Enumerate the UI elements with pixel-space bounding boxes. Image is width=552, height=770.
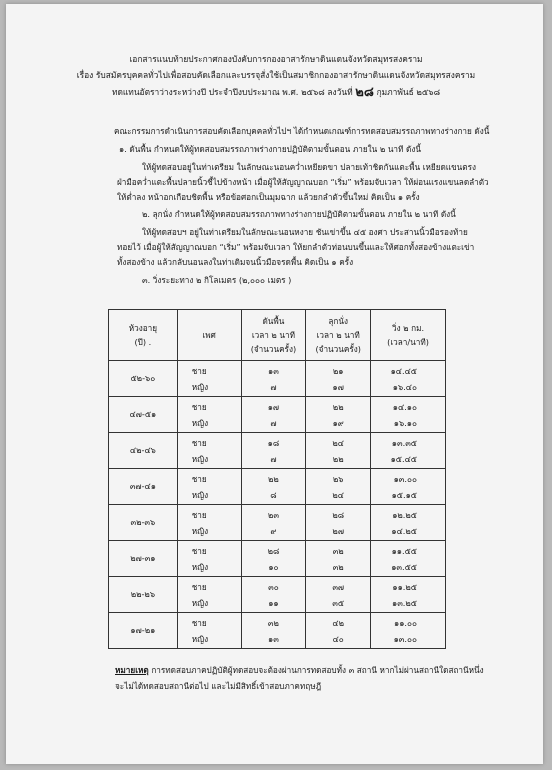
item2-line2: ทอยไว้ เมื่อผู้ให้สัญญาณบอก “เริ่ม” พร้อมจับเวลา ให้ยกลำตัวท่อนบนขึ้นและให้ศอกทั้งสองข้างแตะเข่า <box>117 242 475 252</box>
situp-male: ๓๒ <box>332 545 344 556</box>
footnote <box>115 662 484 694</box>
sex-cell <box>177 397 241 433</box>
run-female: ๑๓.๐๐ <box>393 633 417 644</box>
item1-title: ๑. ดันพื้น กำหนดให้ผู้ทดสอบสมรรถภาพร่างกายปฏิบัติตามขั้นตอน ภายใน ๒ นาที ดังนี้ <box>119 144 421 154</box>
sex-male: ชาย <box>191 509 207 520</box>
doc-header-line3 <box>0 85 552 100</box>
situp-female: ๑๗ <box>332 381 344 392</box>
run-female: ๑๕.๑๕ <box>391 489 417 500</box>
header-sex-line: เพศ <box>202 330 216 340</box>
pushup-cell <box>241 577 306 613</box>
sex-male: ชาย <box>191 473 207 484</box>
run-cell <box>371 469 446 505</box>
situp-male: ๓๗ <box>332 581 345 592</box>
pushup-female: ๗ <box>270 417 277 428</box>
table-row <box>109 577 446 613</box>
header-run-line: วิ่ง ๒ กม. <box>391 323 425 333</box>
sex-cell <box>177 433 241 469</box>
run-cell <box>371 577 446 613</box>
run-cell <box>371 505 446 541</box>
pushup-cell <box>241 469 306 505</box>
doc-header-line1: เอกสารแนบท้ายประกาศกองบังคับการกองอาสารักษาดินแดนจังหวัดสมุทรสงคราม <box>129 54 423 64</box>
sex-cell <box>177 613 241 649</box>
pushup-female: ๑๓ <box>268 633 279 644</box>
situp-female: ๑๙ <box>332 417 344 428</box>
header-situp-line: (จำนวนครั้ง) <box>315 344 361 354</box>
situp-female: ๓๕ <box>332 597 345 608</box>
header-age-line: (ปี) . <box>134 337 152 347</box>
sex-female: หญิง <box>191 381 209 392</box>
intro-text: คณะกรรมการดำเนินการสอบคัดเลือกบุคคลทั่วไปฯ ได้กำหนดเกณฑ์การทดสอบสมรรถภาพทางร่างกาย ดังนี้ <box>114 126 490 136</box>
sex-female: หญิง <box>191 561 209 572</box>
item1-line1: ให้ผู้ทดสอบอยู่ในท่าเตรียม ในลักษณะนอนคว่ำเหยียดขา ปลายเท้าชิดกันแตะพื้น เหยียดแขนตรง <box>142 162 476 172</box>
header-situp-line: ลุกนั่ง <box>328 316 348 326</box>
pushup-female: ๗ <box>270 381 277 392</box>
header-pushup <box>241 310 306 361</box>
situp-cell <box>306 433 371 469</box>
pushup-cell <box>241 505 306 541</box>
situp-male: ๒๑ <box>332 365 344 376</box>
header-age-line: ห้วงอายุ <box>128 323 158 333</box>
pushup-cell <box>241 397 306 433</box>
run-cell <box>371 397 446 433</box>
pushup-male: ๑๗ <box>267 401 280 412</box>
header-date-day: ๒๘ <box>355 85 374 100</box>
item1-line3: ให้ต่ำลง หน้าอกเกือบชิดพื้น หรือข้อศอกเป็นมุมฉาก แล้วยกลำตัวขึ้นใหม่ คิดเป็น ๑ ครั้ง <box>117 192 420 202</box>
doc-header-line2: เรื่อง รับสมัครบุคคลทั่วไปเพื่อสอบคัดเลือกและบรรจุสั่งใช้เป็นสมาชิกกองอาสารักษาดินแดนจังหวัดสมุทรสงคราม <box>76 70 476 80</box>
pushup-cell <box>241 361 306 397</box>
sex-female: หญิง <box>191 489 209 500</box>
situp-male: ๒๖ <box>332 473 344 484</box>
situp-cell <box>306 505 371 541</box>
situp-cell <box>306 361 371 397</box>
sex-female: หญิง <box>191 525 209 536</box>
table-row <box>109 541 446 577</box>
situp-male: ๒๒ <box>332 401 344 412</box>
situp-cell <box>306 469 371 505</box>
pushup-male: ๓๒ <box>267 617 279 628</box>
run-male: ๑๑.๐๐ <box>394 617 417 628</box>
item3-title: ๓. วิ่งระยะทาง ๒ กิโลเมตร (๒,๐๐๐ เมตร ) <box>142 275 292 285</box>
run-cell <box>371 613 446 649</box>
situp-cell <box>306 613 371 649</box>
run-male: ๑๒.๒๕ <box>392 509 417 520</box>
item1-line2: ฝ่ามือคว่ำแตะพื้นปลายนิ้วชี้ไปข้างหน้า เมื่อผู้ให้สัญญาณบอก “เริ่ม” พร้อมจับเวลา ให้ผ่อนแรงแขนลดลำตัว <box>117 177 489 187</box>
situp-female: ๔๐ <box>332 633 344 644</box>
pushup-cell <box>241 433 306 469</box>
header-run-line: (เวลา/นาที) <box>387 337 429 347</box>
run-female: ๑๓.๕๕ <box>391 561 417 572</box>
pushup-male: ๓๐ <box>268 581 279 592</box>
situp-male: ๒๔ <box>332 437 344 448</box>
pushup-female: ๘ <box>270 489 277 500</box>
pushup-cell <box>241 541 306 577</box>
pushup-female: ๙ <box>270 525 277 536</box>
run-cell <box>371 433 446 469</box>
header-run <box>371 310 446 361</box>
age-range: ๕๒-๖๐ <box>109 361 178 397</box>
sex-cell <box>177 505 241 541</box>
footnote-label: หมายเหตุ <box>115 665 149 675</box>
run-male: ๑๔.๔๕ <box>390 365 417 376</box>
header-situp <box>306 310 371 361</box>
sex-female: หญิง <box>191 597 209 608</box>
situp-female: ๓๒ <box>332 561 344 572</box>
header-pushup-line: (จำนวนครั้ง) <box>250 344 297 354</box>
situp-cell <box>306 397 371 433</box>
pushup-female: ๑๐ <box>268 561 279 572</box>
age-range: ๓๒-๓๖ <box>109 505 178 541</box>
table-row <box>109 361 446 397</box>
header-sex <box>177 310 241 361</box>
sex-male: ชาย <box>191 365 207 376</box>
fitness-criteria-table <box>108 309 446 649</box>
pushup-male: ๑๘ <box>267 437 280 448</box>
sex-female: หญิง <box>191 417 209 428</box>
sex-female: หญิง <box>191 633 209 644</box>
sex-female: หญิง <box>191 453 209 464</box>
sex-male: ชาย <box>191 401 207 412</box>
pushup-male: ๒๓ <box>267 509 279 520</box>
footnote-text2: จะไม่ได้ทดสอบสถานีต่อไป และไม่มีสิทธิ์เข้าสอบภาคทฤษฎี <box>115 681 322 691</box>
header-pushup-line: ดันพื้น <box>262 316 285 326</box>
run-male: ๑๑.๕๕ <box>391 545 417 556</box>
pushup-male: ๒๘ <box>267 545 280 556</box>
situp-male: ๔๒ <box>332 617 344 628</box>
age-range: ๔๗-๕๑ <box>109 397 178 433</box>
age-range: ๒๗-๓๑ <box>109 541 178 577</box>
sex-cell <box>177 361 241 397</box>
item2-title: ๒. ลุกนั่ง กำหนดให้ผู้ทดสอบสมรรถภาพทางร่างกายปฏิบัติตามขั้นตอน ภายใน ๒ นาที ดังนี้ <box>142 209 456 219</box>
pushup-female: ๗ <box>270 453 277 464</box>
age-range: ๒๒-๒๖ <box>109 577 178 613</box>
sex-cell <box>177 577 241 613</box>
footnote-text1: การทดสอบภาคปฏิบัติผู้ทดสอบจะต้องผ่านการทดสอบทั้ง ๓ สถานี หากไม่ผ่านสถานีใดสถานีหนึ่ง <box>151 665 484 675</box>
age-range: ๑๗-๒๑ <box>109 613 178 649</box>
situp-cell <box>306 577 371 613</box>
run-female: ๑๖.๑๐ <box>393 417 417 428</box>
run-female: ๑๔.๒๕ <box>391 525 417 536</box>
situp-cell <box>306 541 371 577</box>
table-row <box>109 397 446 433</box>
run-female: ๑๖.๔๐ <box>392 381 417 392</box>
sex-cell <box>177 541 241 577</box>
situp-female: ๒๔ <box>332 489 344 500</box>
item2-line3: ทั้งสองข้าง แล้วกลับนอนลงในท่าเดิมจนนิ้วมือจรดพื้น คิดเป็น ๑ ครั้ง <box>117 257 354 267</box>
header-situp-line: เวลา ๒ นาที <box>316 330 360 340</box>
pushup-female: ๑๑ <box>268 597 279 608</box>
table-row <box>109 433 446 469</box>
pushup-male: ๒๒ <box>268 473 279 484</box>
sex-male: ชาย <box>191 545 207 556</box>
footnote-line1 <box>115 662 484 678</box>
run-cell <box>371 361 446 397</box>
table-row <box>109 469 446 505</box>
run-male: ๑๔.๑๐ <box>392 401 417 412</box>
run-male: ๑๓.๓๕ <box>391 437 417 448</box>
pushup-cell <box>241 613 306 649</box>
run-male: ๑๓.๐๐ <box>393 473 417 484</box>
pushup-male: ๑๓ <box>268 365 279 376</box>
run-female: ๑๓.๒๕ <box>392 597 417 608</box>
sex-male: ชาย <box>191 617 207 628</box>
situp-male: ๒๘ <box>332 509 345 520</box>
table-header-row <box>109 310 446 361</box>
age-range: ๔๒-๔๖ <box>109 433 178 469</box>
table-row <box>109 613 446 649</box>
item2-line1: ให้ผู้ทดสอบฯ อยู่ในท่าเตรียมในลักษณะนอนหงาย ชันเข่าขึ้น ๔๕ องศา ประสานนิ้วมือรองท้าย <box>142 227 468 237</box>
table-row <box>109 505 446 541</box>
situp-female: ๒๒ <box>332 453 344 464</box>
run-cell <box>371 541 446 577</box>
run-male: ๑๑.๒๕ <box>392 581 417 592</box>
sex-male: ชาย <box>191 581 207 592</box>
header-date-prefix: ทดแทนอัตราว่างระหว่างปี ประจำปีงบประมาณ พ.ศ. ๒๕๖๘ ลงวันที่ <box>111 87 353 97</box>
header-date-suffix: กุมภาพันธ์ ๒๕๖๘ <box>376 87 441 97</box>
header-pushup-line: เวลา ๒ นาที <box>251 330 296 340</box>
situp-female: ๒๗ <box>332 525 344 536</box>
header-age <box>109 310 178 361</box>
age-range: ๓๗-๔๑ <box>109 469 178 505</box>
sex-male: ชาย <box>191 437 207 448</box>
sex-cell <box>177 469 241 505</box>
run-female: ๑๕.๔๕ <box>390 453 417 464</box>
